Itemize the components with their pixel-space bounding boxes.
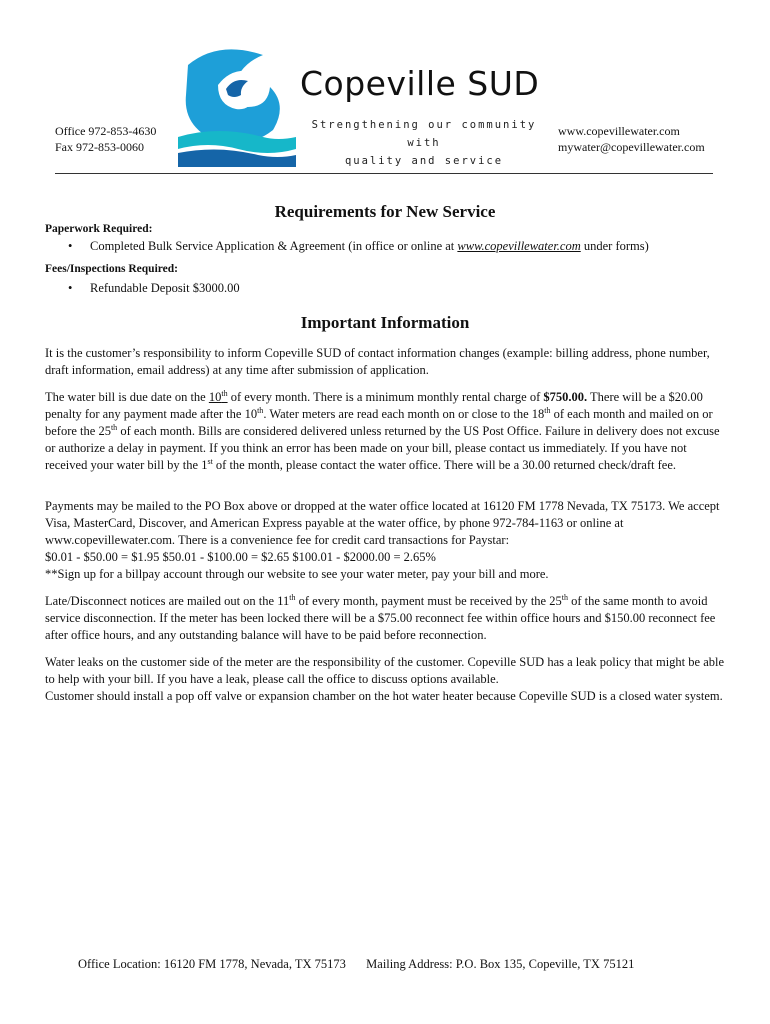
website-link[interactable]: www.copevillewater.com: [558, 124, 680, 138]
billpay-note: **Sign up for a billpay account through our website to see your water meter, pay your bill and more.: [45, 567, 549, 581]
paragraph-contact-changes: It is the customer’s responsibility to inform Copeville SUD of contact information changes (example: billing address, phone number, draft information, email address) at any time after submission of application.: [45, 346, 710, 377]
tagline-line-2: quality and service: [344, 155, 504, 167]
paragraph-disconnect: Late/Disconnect notices are mailed out on the 11th of every month, payment must be received by the 25th of the same month to avoid service disconnection. If the meter has been locked there will be a $75.00 reconnect fee within office hours and $150.00 reconnect fee after office hours, and any outstanding balance will have to be paid before reconnection.: [45, 592, 716, 642]
paragraph-billing: The water bill is due date on the 10th of every month. There is a minimum monthly rental charge of $750.00. There will be a $20.00 penalty for any payment made after the 10th. Water meters are read each month on or close to the 18th of each month and mailed on or before the 25th of each month. Bills are considered delivered unless returned by the US Post Office. Failure in delivery does not excuse or authorize a delay in payment. If you think an error has been made on your bill, please contact us immediately. If you have not received your water bill by the 1st of the month, please contact the water office. There will be a 30.00 returned check/draft fee.: [45, 388, 720, 472]
forms-website-link[interactable]: www.copevillewater.com: [457, 239, 581, 253]
header-divider: [55, 173, 713, 174]
contact-web-block: [558, 123, 705, 155]
office-phone: Office 972-853-4630: [55, 124, 157, 138]
tagline-line-1: Strengthening our community with: [311, 119, 537, 149]
office-location: Office Location: 16120 FM 1778, Nevada, TX 75173: [78, 957, 346, 971]
paperwork-item: • Completed Bulk Service Application & Agreement (in office or online at www.copevillewater.com under forms): [68, 239, 649, 253]
paystar-fee-schedule: $0.01 - $50.00 = $1.95 $50.01 - $100.00 = $2.65 $100.01 - $2000.00 = 2.65%: [45, 550, 436, 564]
important-title: Important Information: [300, 313, 470, 332]
bullet-icon: •: [68, 239, 73, 253]
requirements-title: Requirements for New Service: [274, 202, 496, 221]
monthly-charge: $750.00.: [543, 390, 588, 404]
paperwork-label: Paperwork Required:: [45, 223, 153, 235]
bullet-icon: •: [68, 281, 73, 295]
mailing-address: Mailing Address: P.O. Box 135, Copeville, TX 75121: [366, 957, 635, 971]
contact-phone-block: [55, 123, 156, 155]
fees-label: Fees/Inspections Required:: [45, 263, 178, 275]
fees-item: • Refundable Deposit $3000.00: [68, 281, 240, 295]
wave-logo-icon: [178, 45, 296, 167]
fax-number: Fax 972-853-0060: [55, 140, 144, 154]
paragraph-payments: Payments may be mailed to the PO Box above or dropped at the water office located at 16120 FM 1778 Nevada, TX 75173. We accept Visa, MasterCard, Discover, and American Express payable at the water office, by phone 972-784-1163 or online at www.copevillewater.com. There is a convenience fee for credit card transactions for Paystar: $0.01 - $50.00 = $1.95 $50.01 - $100.00 = $2.65 $100.01 - $2000.00 = 2.65% **Sign up for a billpay account through our website to see your water meter, pay your bill and more.: [45, 498, 725, 583]
paragraph-leaks: Water leaks on the customer side of the meter are the responsibility of the customer. Copeville SUD has a leak policy that might be able to help with your bill. If you have a leak, please call the office to discuss options available. Customer should install a pop off valve or expansion chamber on the hot water heater because Copeville SUD is a closed water system.: [45, 655, 725, 703]
brand-name: Copeville SUD: [300, 64, 540, 103]
email-link[interactable]: mywater@copevillewater.com: [558, 140, 705, 154]
footer: [78, 957, 634, 972]
brand-tagline: [298, 116, 550, 170]
